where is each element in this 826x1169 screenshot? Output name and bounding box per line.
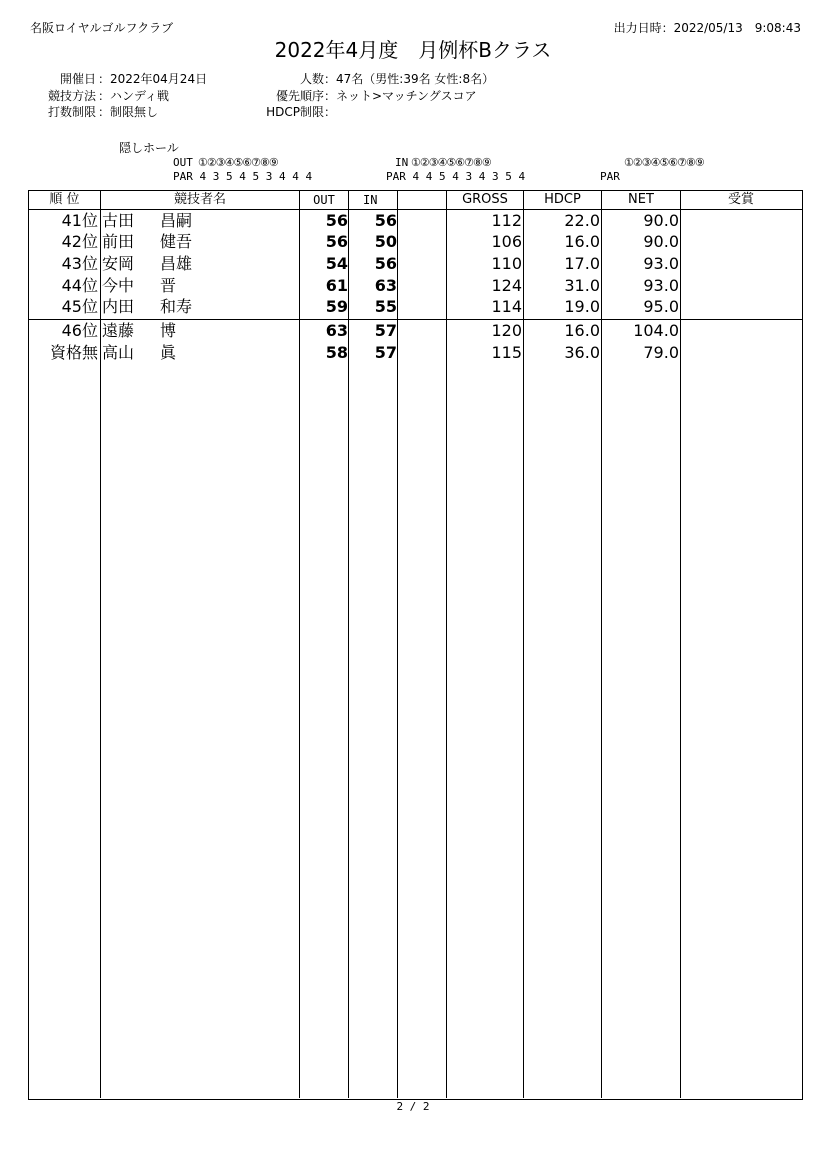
out-score-cell: 56 <box>325 211 348 230</box>
surname-cell: 遠藤 <box>102 321 135 340</box>
hdcp-cell: 31.0 <box>564 276 600 295</box>
rank-cell: 41位 <box>61 211 98 230</box>
gross-cell: 106 <box>491 232 522 251</box>
in-par: PAR 4 4 5 4 3 4 3 5 4 <box>386 170 526 183</box>
given-name-cell: 健吾 <box>160 232 193 251</box>
net-cell: 90.0 <box>643 211 679 230</box>
table-row <box>28 253 802 275</box>
gross-cell: 124 <box>491 276 522 295</box>
third-hidden-holes: ①②③④⑤⑥⑦⑧⑨ <box>624 156 704 169</box>
out-score-cell: 61 <box>325 276 348 295</box>
gross-cell: 115 <box>491 343 522 362</box>
hdcp-cell: 19.0 <box>564 297 600 316</box>
given-name-cell: 和寿 <box>160 297 193 316</box>
method-label: 競技方法 <box>47 89 96 103</box>
priority-label: 優先順序 <box>275 89 324 103</box>
in-label: IN <box>395 156 409 169</box>
surname-cell: 前田 <box>102 232 135 251</box>
hidden-holes-label: 隠しホール <box>119 141 179 155</box>
net-cell: 79.0 <box>643 343 679 362</box>
net-cell: 104.0 <box>633 321 679 340</box>
header-award: 受賞 <box>727 192 754 207</box>
given-name-cell: 博 <box>160 321 177 340</box>
gross-cell: 112 <box>491 211 522 230</box>
net-cell: 90.0 <box>643 232 679 251</box>
in-score-cell: 56 <box>374 211 397 230</box>
hdcp-cell: 16.0 <box>564 232 600 251</box>
in-score-cell: 57 <box>374 343 397 362</box>
rank-cell: 44位 <box>61 276 98 295</box>
header-in: IN <box>363 193 378 207</box>
hdcp-limit-label: HDCP制限 <box>266 105 324 119</box>
date-value: ：2022年04月24日 <box>98 72 208 86</box>
gross-cell: 120 <box>491 321 522 340</box>
hdcp-cell: 36.0 <box>564 343 600 362</box>
third-par: PAR <box>600 170 620 183</box>
out-score-cell: 56 <box>325 232 348 251</box>
table-row <box>28 296 802 318</box>
net-cell: 95.0 <box>643 297 679 316</box>
in-hidden-holes: ①②③④⑤⑥⑦⑧⑨ <box>411 156 491 169</box>
club-name: 名阪ロイヤルゴルフクラブ <box>30 21 174 35</box>
header-out: OUT <box>313 193 335 207</box>
out-score-cell: 59 <box>325 297 348 316</box>
surname-cell: 今中 <box>102 276 135 295</box>
in-score-cell: 57 <box>374 321 397 340</box>
header-net: NET <box>628 192 654 207</box>
net-cell: 93.0 <box>643 276 679 295</box>
surname-cell: 内田 <box>102 297 135 316</box>
table-row <box>28 275 802 297</box>
table-row <box>28 342 802 364</box>
gross-cell: 110 <box>491 254 522 273</box>
rank-cell: 45位 <box>61 297 98 316</box>
in-score-cell: 63 <box>374 276 397 295</box>
in-score-cell: 56 <box>374 254 397 273</box>
rank-cell: 42位 <box>61 232 98 251</box>
given-name-cell: 晋 <box>160 276 177 295</box>
rank-cell: 46位 <box>61 321 98 340</box>
out-par: PAR 4 3 5 4 5 3 4 4 4 <box>173 170 313 183</box>
count-label: 人数 <box>299 72 324 86</box>
header-rank: 順 位 <box>49 192 80 207</box>
given-name-cell: 眞 <box>160 343 177 362</box>
limit-value: ：制限無し <box>98 105 159 119</box>
surname-cell: 古田 <box>102 211 135 230</box>
priority-value: ：ネット>マッチングスコア <box>324 89 477 103</box>
out-label: OUT <box>173 156 193 169</box>
page-title: 2022年4月度 月例杯Bクラス <box>274 38 552 62</box>
rank-cell: 43位 <box>61 254 98 273</box>
hdcp-limit-value: ： <box>324 105 337 119</box>
limit-label: 打数制限 <box>47 105 96 119</box>
out-score-cell: 63 <box>325 321 348 340</box>
in-score-cell: 55 <box>374 297 397 316</box>
hdcp-cell: 17.0 <box>564 254 600 273</box>
given-name-cell: 昌雄 <box>160 254 193 273</box>
net-cell: 93.0 <box>643 254 679 273</box>
hdcp-cell: 22.0 <box>564 211 600 230</box>
date-label: 開催日 <box>59 72 96 86</box>
hdcp-cell: 16.0 <box>564 321 600 340</box>
surname-cell: 安岡 <box>102 254 135 273</box>
page-number: 2 / 2 <box>396 1100 430 1113</box>
given-name-cell: 昌嗣 <box>160 211 193 230</box>
method-value: ：ハンディ戦 <box>98 89 170 103</box>
output-timestamp: 出力日時：2022/05/13 9:08:43 <box>613 21 801 35</box>
gross-cell: 114 <box>491 297 522 316</box>
out-hidden-holes: ①②③④⑤⑥⑦⑧⑨ <box>198 156 278 169</box>
header-gross: GROSS <box>462 192 508 207</box>
table-row <box>28 231 802 253</box>
rank-cell: 資格無 <box>49 343 98 362</box>
header-hdcp: HDCP <box>544 192 581 207</box>
in-score-cell: 50 <box>374 232 397 251</box>
table-row <box>28 210 802 232</box>
count-value: ：47名（男性:39名 女性:8名） <box>324 72 495 86</box>
out-score-cell: 54 <box>325 254 348 273</box>
out-score-cell: 58 <box>325 343 348 362</box>
header-name: 競技者名 <box>173 192 226 207</box>
surname-cell: 高山 <box>102 343 135 362</box>
table-row <box>28 320 802 342</box>
